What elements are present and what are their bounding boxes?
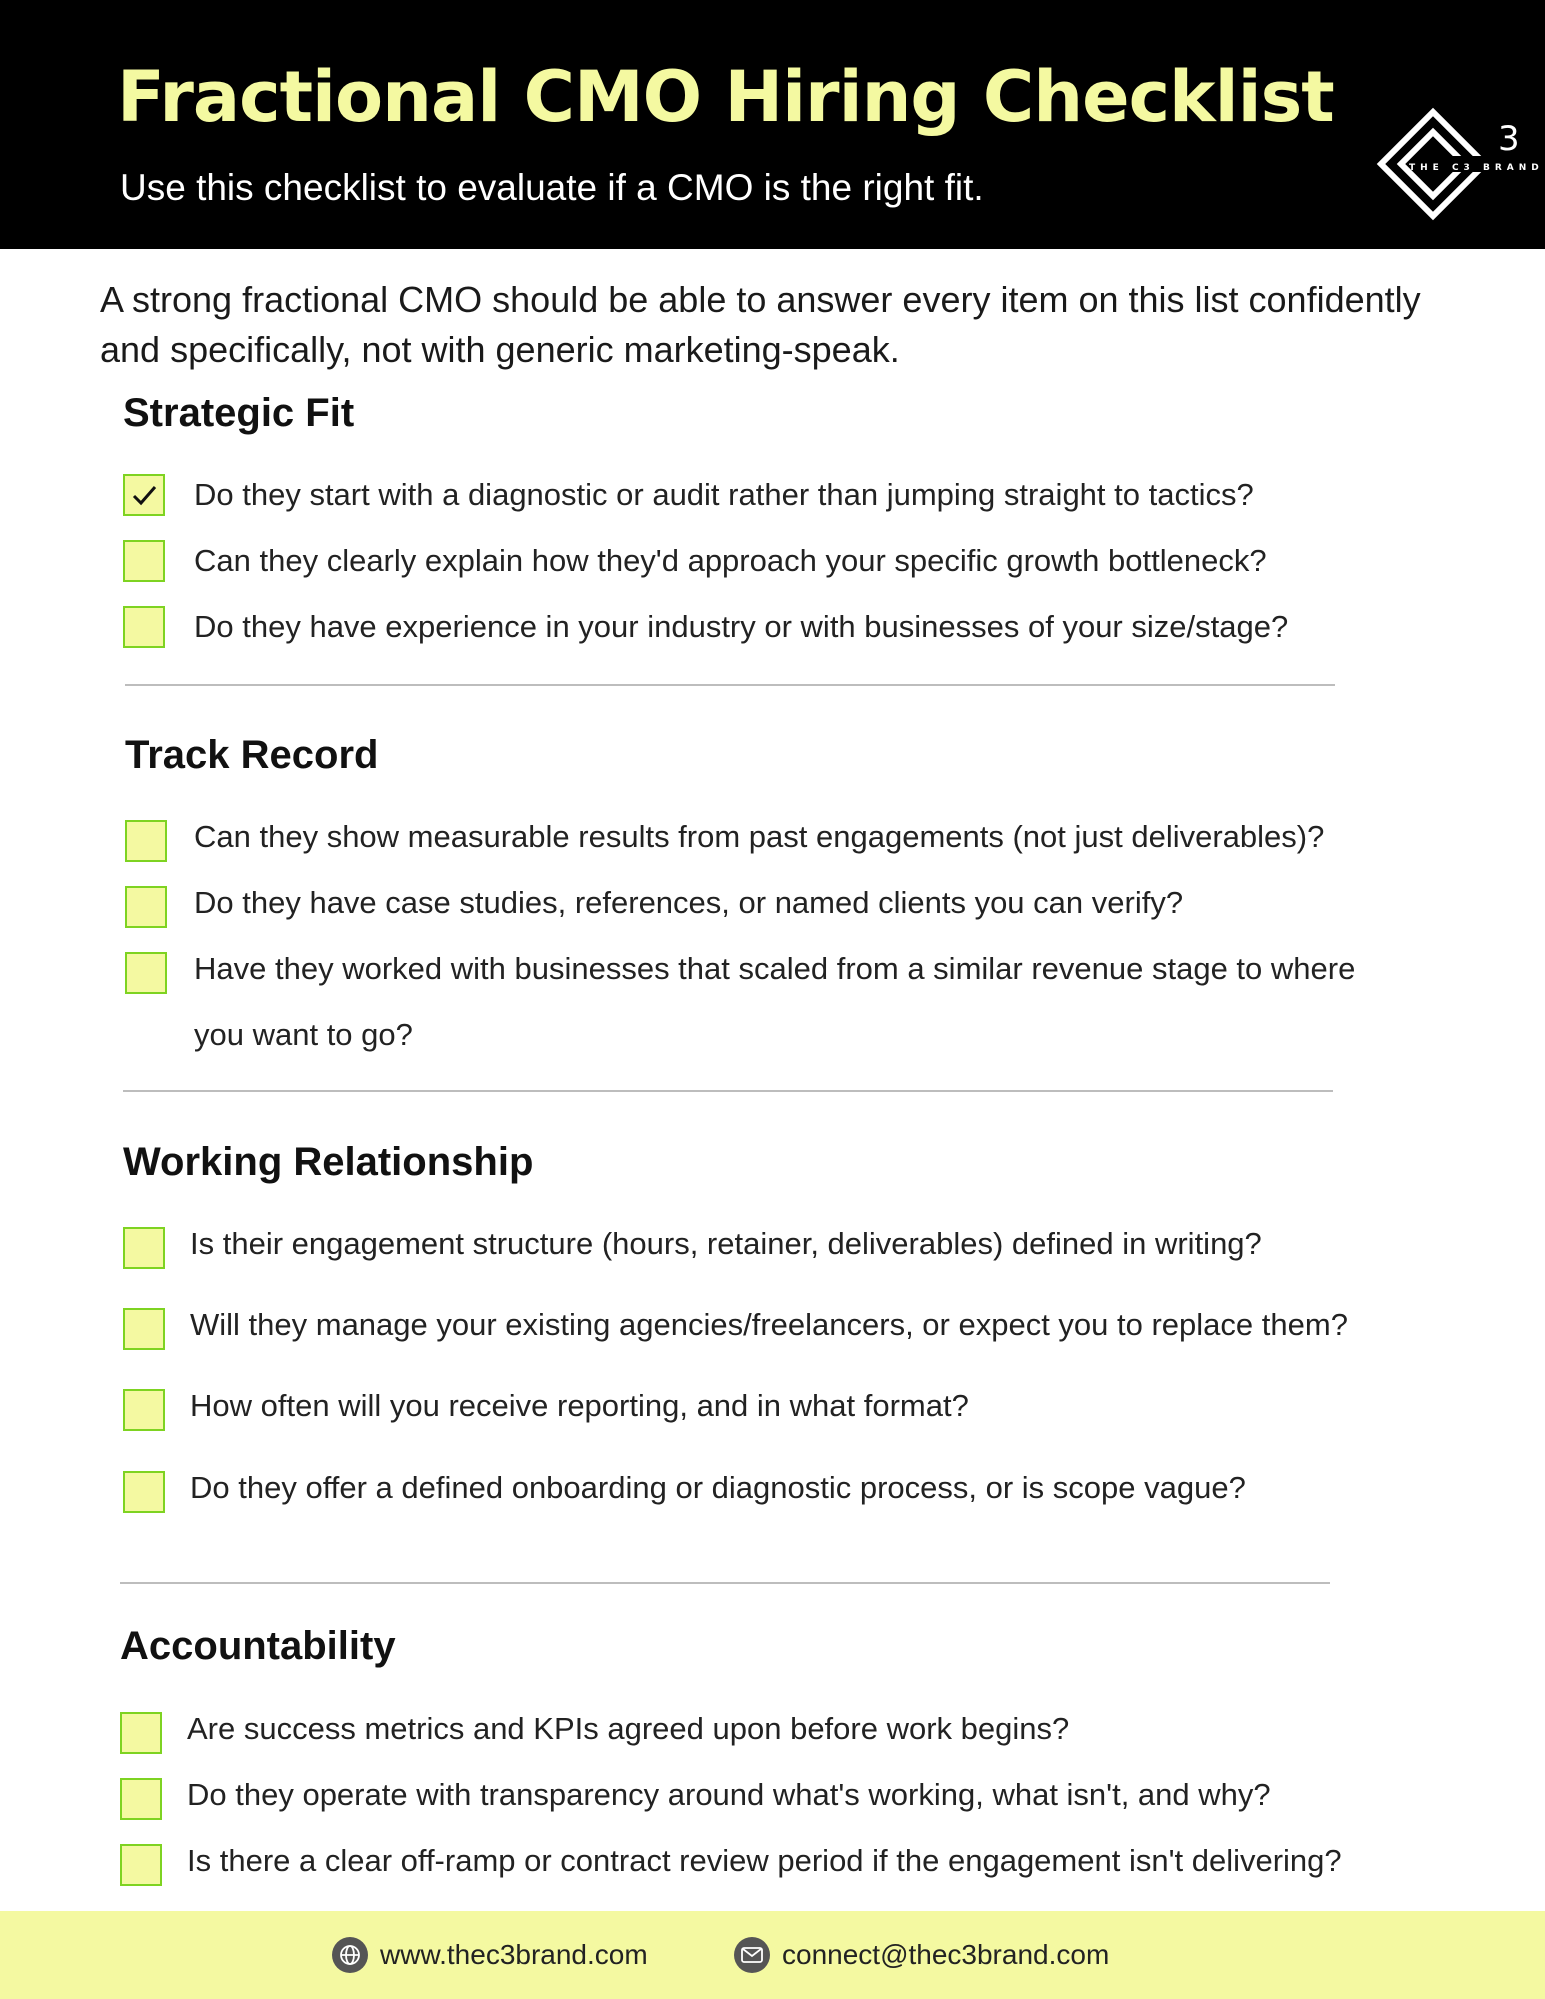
c3-brand-logo-icon — [1373, 108, 1544, 236]
checklist-item-text: Is there a clear off-ramp or contract review period if the engagement isn't delivering? — [187, 1843, 1342, 1878]
footer-bar — [0, 1911, 1545, 1999]
section-divider — [123, 1090, 1333, 1092]
checkbox[interactable] — [125, 886, 167, 928]
checklist-item-text: Do they operate with transparency around what's working, what isn't, and why? — [187, 1777, 1271, 1812]
logo-mark: 3 — [1498, 119, 1520, 159]
checkbox[interactable] — [120, 1778, 162, 1820]
section-divider — [120, 1582, 1330, 1584]
checkbox[interactable] — [123, 1227, 165, 1269]
check-icon — [129, 480, 159, 510]
checkbox[interactable] — [120, 1844, 162, 1886]
checklist-item-text: Do they offer a defined onboarding or diagnostic process, or is scope vague? — [190, 1470, 1246, 1505]
checklist-item-text-continued: you want to go? — [194, 1017, 413, 1052]
globe-icon — [332, 1937, 368, 1973]
checkbox[interactable] — [123, 606, 165, 648]
checklist-item-text: Is their engagement structure (hours, retainer, deliverables) defined in writing? — [190, 1226, 1262, 1261]
checklist-item-text: Do they have experience in your industry or with businesses of your size/stage? — [194, 609, 1289, 644]
checkbox-checked[interactable] — [123, 474, 165, 516]
section-title-working-relationship: Working Relationship — [123, 1140, 534, 1184]
checklist-item-text: Do they have case studies, references, or named clients you can verify? — [194, 885, 1184, 920]
checkbox[interactable] — [120, 1712, 162, 1754]
checklist-item-text: Do they start with a diagnostic or audit rather than jumping straight to tactics? — [194, 477, 1254, 512]
website-link[interactable]: www.thec3brand.com — [380, 1939, 648, 1970]
section-divider — [125, 684, 1335, 686]
checklist-item-text: Have they worked with businesses that scaled from a similar revenue stage to where — [194, 951, 1356, 986]
checklist-item-text: Are success metrics and KPIs agreed upon before work begins? — [187, 1711, 1070, 1746]
footer-email[interactable] — [734, 1911, 1109, 1999]
logo-text: THE C3 BRAND — [1409, 163, 1544, 173]
checklist-item-text: Can they show measurable results from past engagements (not just deliverables)? — [194, 819, 1325, 854]
checkbox[interactable] — [123, 1471, 165, 1513]
checklist-item-text: How often will you receive reporting, and in what format? — [190, 1388, 969, 1423]
section-title-strategic-fit: Strategic Fit — [123, 391, 355, 435]
intro-paragraph: A strong fractional CMO should be able to answer every item on this list confidently and specifically, not with generic marketing-speak. — [100, 279, 1421, 370]
header-banner — [0, 0, 1545, 249]
checkbox[interactable] — [123, 1389, 165, 1431]
envelope-icon — [734, 1937, 770, 1973]
section-title-accountability: Accountability — [120, 1624, 396, 1668]
checkbox[interactable] — [123, 540, 165, 582]
footer-website[interactable] — [332, 1911, 648, 1999]
email-link[interactable]: connect@thec3brand.com — [782, 1939, 1110, 1970]
page-title: Fractional CMO Hiring Checklist — [117, 56, 1334, 138]
checkbox[interactable] — [123, 1308, 165, 1350]
page-subtitle: Use this checklist to evaluate if a CMO is the right fit. — [120, 167, 984, 208]
checklist-item-text: Will they manage your existing agencies/freelancers, or expect you to replace them? — [190, 1307, 1348, 1342]
checkbox[interactable] — [125, 952, 167, 994]
checkbox[interactable] — [125, 820, 167, 862]
section-title-track-record: Track Record — [125, 733, 379, 777]
checklist-item-text: Can they clearly explain how they'd approach your specific growth bottleneck? — [194, 543, 1267, 578]
